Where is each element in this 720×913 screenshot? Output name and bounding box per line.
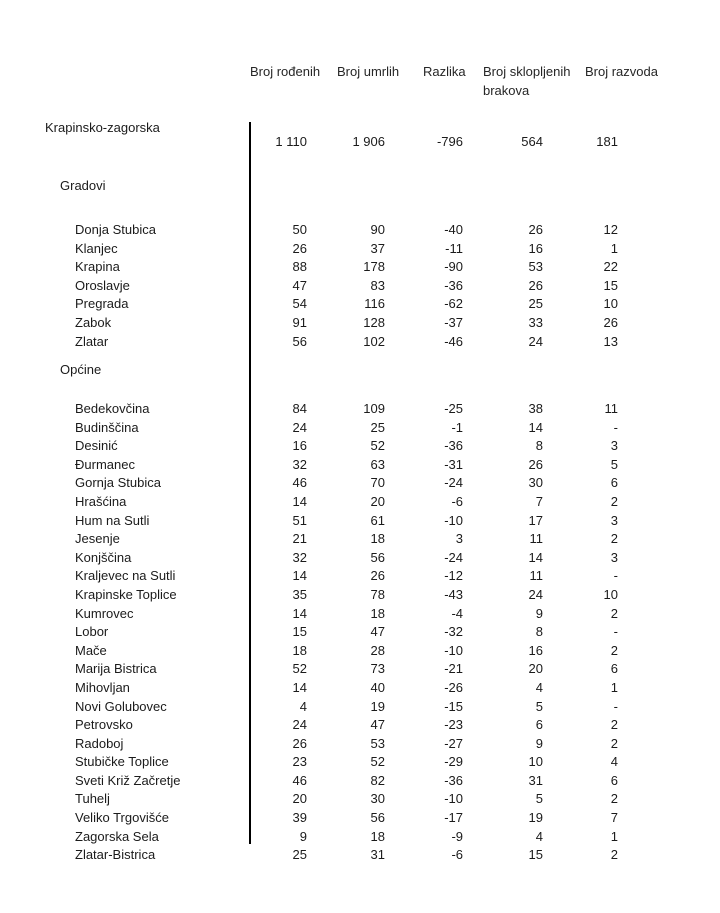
cell-born: 14 bbox=[292, 679, 307, 695]
cell-died: 20 bbox=[370, 493, 385, 509]
cell-difference: -796 bbox=[436, 134, 463, 149]
cell-divorces: 15 bbox=[603, 277, 618, 293]
cell-born: 14 bbox=[292, 605, 307, 621]
opcine-rows bbox=[0, 400, 720, 865]
cell-died: 18 bbox=[370, 531, 385, 547]
cell-marriages: 10 bbox=[528, 754, 543, 770]
cell-marriages: 7 bbox=[535, 493, 543, 509]
data-row bbox=[0, 735, 720, 754]
cell-divorces: 10 bbox=[603, 586, 618, 602]
cell-divorces: 181 bbox=[596, 134, 618, 149]
cell-died: 178 bbox=[363, 259, 385, 275]
column-header-broj-umrlih: Broj umrlih bbox=[337, 64, 400, 79]
cell-born: 52 bbox=[292, 661, 307, 677]
cell-difference: -43 bbox=[444, 586, 463, 602]
cell-divorces: - bbox=[613, 568, 618, 584]
cell-born: 4 bbox=[299, 698, 307, 714]
cell-difference: -4 bbox=[451, 605, 463, 621]
data-row bbox=[0, 549, 720, 568]
row-label: Hrašćina bbox=[75, 493, 127, 509]
cell-born: 18 bbox=[292, 642, 307, 658]
cell-born: 23 bbox=[292, 754, 307, 770]
cell-marriages: 38 bbox=[528, 401, 543, 416]
cell-difference: -6 bbox=[451, 493, 463, 509]
cell-born: 20 bbox=[292, 791, 307, 807]
cell-born: 9 bbox=[299, 828, 307, 844]
cell-born: 46 bbox=[292, 772, 307, 788]
cell-born: 21 bbox=[292, 531, 307, 547]
cell-died: 47 bbox=[370, 624, 385, 640]
row-label: Zlatar-Bistrica bbox=[75, 847, 156, 863]
cell-born: 14 bbox=[292, 568, 307, 584]
data-row bbox=[0, 221, 720, 240]
column-header-broj-razvoda: Broj razvoda bbox=[585, 64, 658, 79]
cell-born: 35 bbox=[292, 586, 307, 602]
cell-died: 37 bbox=[370, 240, 385, 256]
cell-divorces: 3 bbox=[610, 512, 618, 528]
cell-divorces: 2 bbox=[610, 605, 618, 621]
cell-divorces: 3 bbox=[610, 549, 618, 565]
row-label: Zabok bbox=[75, 314, 112, 330]
cell-difference: -9 bbox=[451, 828, 463, 844]
cell-difference: -12 bbox=[444, 568, 463, 584]
cell-marriages: 9 bbox=[535, 735, 543, 751]
row-label: Oroslavje bbox=[75, 277, 130, 293]
row-label: Stubičke Toplice bbox=[75, 754, 169, 770]
cell-died: 63 bbox=[370, 456, 385, 472]
data-row bbox=[0, 623, 720, 642]
row-label: Petrovsko bbox=[75, 717, 133, 733]
cell-died: 25 bbox=[370, 419, 385, 435]
cell-difference: -10 bbox=[444, 642, 463, 658]
data-row bbox=[0, 605, 720, 624]
row-label: Kraljevec na Sutli bbox=[75, 568, 176, 584]
row-label: Bedekovčina bbox=[75, 401, 150, 416]
county-values-row bbox=[0, 133, 720, 152]
cell-marriages: 16 bbox=[528, 642, 543, 658]
data-row bbox=[0, 474, 720, 493]
data-row bbox=[0, 512, 720, 531]
cell-difference: -25 bbox=[444, 401, 463, 416]
cell-difference: -17 bbox=[444, 810, 463, 826]
data-row bbox=[0, 314, 720, 333]
cell-difference: 3 bbox=[455, 531, 463, 547]
cell-marriages: 33 bbox=[528, 314, 543, 330]
cell-marriages: 26 bbox=[528, 277, 543, 293]
cell-divorces: 13 bbox=[603, 333, 618, 349]
cell-died: 19 bbox=[370, 698, 385, 714]
cell-marriages: 5 bbox=[535, 698, 543, 714]
cell-born: 51 bbox=[292, 512, 307, 528]
cell-died: 47 bbox=[370, 717, 385, 733]
row-label: Hum na Sutli bbox=[75, 512, 150, 528]
cell-died: 31 bbox=[370, 847, 385, 863]
cell-divorces: 12 bbox=[603, 222, 618, 237]
data-row bbox=[0, 642, 720, 661]
row-label: Veliko Trgovišće bbox=[75, 810, 169, 826]
cell-difference: -15 bbox=[444, 698, 463, 714]
row-label: Tuhelj bbox=[75, 791, 110, 807]
row-label: Radoboj bbox=[75, 735, 124, 751]
cell-died: 53 bbox=[370, 735, 385, 751]
cell-died: 26 bbox=[370, 568, 385, 584]
cell-marriages: 4 bbox=[535, 828, 543, 844]
cell-died: 1 906 bbox=[352, 134, 385, 149]
cell-marriages: 16 bbox=[528, 240, 543, 256]
cell-divorces: 2 bbox=[610, 531, 618, 547]
cell-born: 47 bbox=[292, 277, 307, 293]
cell-divorces: 1 bbox=[610, 679, 618, 695]
cell-died: 83 bbox=[370, 277, 385, 293]
cell-marriages: 14 bbox=[528, 419, 543, 435]
cell-divorces: 2 bbox=[610, 642, 618, 658]
data-row bbox=[0, 437, 720, 456]
cell-divorces: 2 bbox=[610, 717, 618, 733]
cell-marriages: 17 bbox=[528, 512, 543, 528]
row-label: Đurmanec bbox=[75, 456, 135, 472]
cell-died: 28 bbox=[370, 642, 385, 658]
data-row bbox=[0, 277, 720, 296]
row-label: Novi Golubovec bbox=[75, 698, 167, 714]
cell-difference: -36 bbox=[444, 277, 463, 293]
cell-difference: -6 bbox=[451, 847, 463, 863]
row-label: Sveti Križ Začretje bbox=[75, 772, 181, 788]
cell-divorces: 2 bbox=[610, 847, 618, 863]
cell-died: 30 bbox=[370, 791, 385, 807]
cell-marriages: 8 bbox=[535, 438, 543, 454]
data-row bbox=[0, 716, 720, 735]
cell-born: 56 bbox=[292, 333, 307, 349]
cell-difference: -36 bbox=[444, 438, 463, 454]
row-label: Krapina bbox=[75, 259, 120, 275]
cell-marriages: 11 bbox=[529, 568, 543, 584]
row-label: Zlatar bbox=[75, 333, 109, 349]
data-row bbox=[0, 586, 720, 605]
cell-died: 70 bbox=[370, 475, 385, 491]
cell-marriages: 26 bbox=[528, 222, 543, 237]
data-row bbox=[0, 258, 720, 277]
section-title-gradovi: Gradovi bbox=[60, 178, 106, 193]
row-label: Jesenje bbox=[75, 531, 120, 547]
cell-difference: -1 bbox=[451, 419, 463, 435]
cell-divorces: 6 bbox=[610, 475, 618, 491]
column-header-broj-rodenih: Broj rođenih bbox=[250, 64, 321, 79]
cell-born: 1 110 bbox=[275, 134, 307, 149]
data-row bbox=[0, 679, 720, 698]
cell-died: 128 bbox=[363, 314, 385, 330]
cell-difference: -26 bbox=[444, 679, 463, 695]
cell-marriages: 25 bbox=[528, 296, 543, 312]
cell-divorces: 10 bbox=[603, 296, 618, 312]
cell-born: 14 bbox=[292, 493, 307, 509]
cell-died: 52 bbox=[370, 438, 385, 454]
cell-divorces: - bbox=[613, 624, 618, 640]
cell-marriages: 31 bbox=[528, 772, 543, 788]
data-row bbox=[0, 567, 720, 586]
cell-divorces: - bbox=[613, 698, 618, 714]
county-name: Krapinsko-zagorska bbox=[45, 120, 160, 135]
cell-died: 40 bbox=[370, 679, 385, 695]
cell-difference: -27 bbox=[444, 735, 463, 751]
cell-born: 24 bbox=[292, 419, 307, 435]
row-label: Gornja Stubica bbox=[75, 475, 161, 491]
cell-divorces: 6 bbox=[610, 661, 618, 677]
cell-born: 88 bbox=[292, 259, 307, 275]
data-row bbox=[0, 698, 720, 717]
cell-divorces: 2 bbox=[610, 735, 618, 751]
cell-born: 32 bbox=[292, 549, 307, 565]
cell-difference: -46 bbox=[444, 333, 463, 349]
cell-divorces: 2 bbox=[610, 791, 618, 807]
cell-marriages: 24 bbox=[528, 586, 543, 602]
data-row bbox=[0, 419, 720, 438]
cell-marriages: 4 bbox=[535, 679, 543, 695]
cell-born: 26 bbox=[292, 735, 307, 751]
row-label: Zagorska Sela bbox=[75, 828, 159, 844]
cell-died: 52 bbox=[370, 754, 385, 770]
cell-divorces: 5 bbox=[610, 456, 618, 472]
column-header-broj-sklopljenih-brakova: Broj sklopljenih brakova bbox=[483, 64, 571, 98]
cell-born: 46 bbox=[292, 475, 307, 491]
row-label: Konjščina bbox=[75, 549, 132, 565]
cell-died: 56 bbox=[370, 549, 385, 565]
data-row bbox=[0, 846, 720, 865]
row-label: Budinščina bbox=[75, 419, 139, 435]
cell-difference: -36 bbox=[444, 772, 463, 788]
cell-died: 90 bbox=[370, 222, 385, 237]
cell-born: 15 bbox=[292, 624, 307, 640]
row-label: Desinić bbox=[75, 438, 118, 454]
data-row bbox=[0, 790, 720, 809]
row-label: Pregrada bbox=[75, 296, 129, 312]
cell-died: 82 bbox=[370, 772, 385, 788]
cell-difference: -29 bbox=[444, 754, 463, 770]
data-row bbox=[0, 400, 720, 419]
cell-marriages: 20 bbox=[528, 661, 543, 677]
cell-born: 26 bbox=[292, 240, 307, 256]
cell-difference: -21 bbox=[444, 661, 463, 677]
cell-difference: -62 bbox=[444, 296, 463, 312]
cell-died: 116 bbox=[364, 296, 385, 312]
cell-divorces: 3 bbox=[610, 438, 618, 454]
cell-marriages: 15 bbox=[528, 847, 543, 863]
cell-divorces: 7 bbox=[610, 810, 618, 826]
row-label: Krapinske Toplice bbox=[75, 586, 177, 602]
cell-marriages: 11 bbox=[529, 531, 543, 547]
data-row bbox=[0, 828, 720, 847]
data-row bbox=[0, 493, 720, 512]
cell-marriages: 24 bbox=[528, 333, 543, 349]
row-label: Mače bbox=[75, 642, 107, 658]
cell-divorces: 11 bbox=[604, 401, 618, 416]
data-row bbox=[0, 809, 720, 828]
cell-marriages: 30 bbox=[528, 475, 543, 491]
cell-born: 25 bbox=[292, 847, 307, 863]
data-row bbox=[0, 456, 720, 475]
data-row bbox=[0, 530, 720, 549]
cell-born: 84 bbox=[292, 401, 307, 416]
cell-difference: -11 bbox=[445, 240, 463, 256]
cell-born: 50 bbox=[292, 222, 307, 237]
data-row bbox=[0, 772, 720, 791]
cell-divorces: 6 bbox=[610, 772, 618, 788]
gradovi-rows bbox=[0, 221, 720, 351]
cell-born: 32 bbox=[292, 456, 307, 472]
cell-difference: -40 bbox=[444, 222, 463, 237]
row-label: Klanjec bbox=[75, 240, 118, 256]
cell-born: 54 bbox=[292, 296, 307, 312]
cell-born: 91 bbox=[292, 314, 307, 330]
cell-divorces: 2 bbox=[610, 493, 618, 509]
cell-died: 102 bbox=[363, 333, 385, 349]
row-label: Marija Bistrica bbox=[75, 661, 157, 677]
cell-marriages: 8 bbox=[535, 624, 543, 640]
cell-died: 18 bbox=[370, 828, 385, 844]
row-label: Donja Stubica bbox=[75, 222, 156, 237]
data-row bbox=[0, 295, 720, 314]
cell-born: 16 bbox=[292, 438, 307, 454]
row-label: Lobor bbox=[75, 624, 109, 640]
row-label: Kumrovec bbox=[75, 605, 134, 621]
cell-divorces: 4 bbox=[610, 754, 618, 770]
row-label: Mihovljan bbox=[75, 679, 130, 695]
cell-marriages: 26 bbox=[528, 456, 543, 472]
data-row bbox=[0, 660, 720, 679]
cell-born: 24 bbox=[292, 717, 307, 733]
cell-difference: -37 bbox=[444, 314, 463, 330]
cell-marriages: 53 bbox=[528, 259, 543, 275]
cell-divorces: 1 bbox=[610, 240, 618, 256]
cell-died: 78 bbox=[370, 586, 385, 602]
cell-born: 39 bbox=[292, 810, 307, 826]
cell-marriages: 564 bbox=[521, 134, 543, 149]
cell-difference: -31 bbox=[444, 456, 463, 472]
cell-difference: -90 bbox=[444, 259, 463, 275]
section-title-opcine: Općine bbox=[60, 362, 102, 377]
column-header-razlika: Razlika bbox=[423, 64, 466, 79]
county-values-spacer bbox=[0, 133, 250, 152]
data-row bbox=[0, 753, 720, 772]
data-row bbox=[0, 240, 720, 259]
cell-marriages: 5 bbox=[535, 791, 543, 807]
cell-divorces: 22 bbox=[603, 259, 618, 275]
cell-marriages: 14 bbox=[528, 549, 543, 565]
cell-marriages: 19 bbox=[528, 810, 543, 826]
cell-difference: -23 bbox=[444, 717, 463, 733]
cell-died: 56 bbox=[370, 810, 385, 826]
cell-difference: -10 bbox=[444, 791, 463, 807]
cell-difference: -10 bbox=[444, 512, 463, 528]
cell-divorces: 1 bbox=[610, 828, 618, 844]
cell-died: 73 bbox=[370, 661, 385, 677]
cell-difference: -32 bbox=[444, 624, 463, 640]
data-row bbox=[0, 333, 720, 352]
cell-difference: -24 bbox=[444, 549, 463, 565]
cell-marriages: 6 bbox=[535, 717, 543, 733]
cell-divorces: - bbox=[613, 419, 618, 435]
cell-divorces: 26 bbox=[603, 314, 618, 330]
cell-difference: -24 bbox=[444, 475, 463, 491]
cell-marriages: 9 bbox=[535, 605, 543, 621]
cell-died: 18 bbox=[370, 605, 385, 621]
cell-died: 61 bbox=[370, 512, 385, 528]
cell-died: 109 bbox=[363, 401, 385, 416]
